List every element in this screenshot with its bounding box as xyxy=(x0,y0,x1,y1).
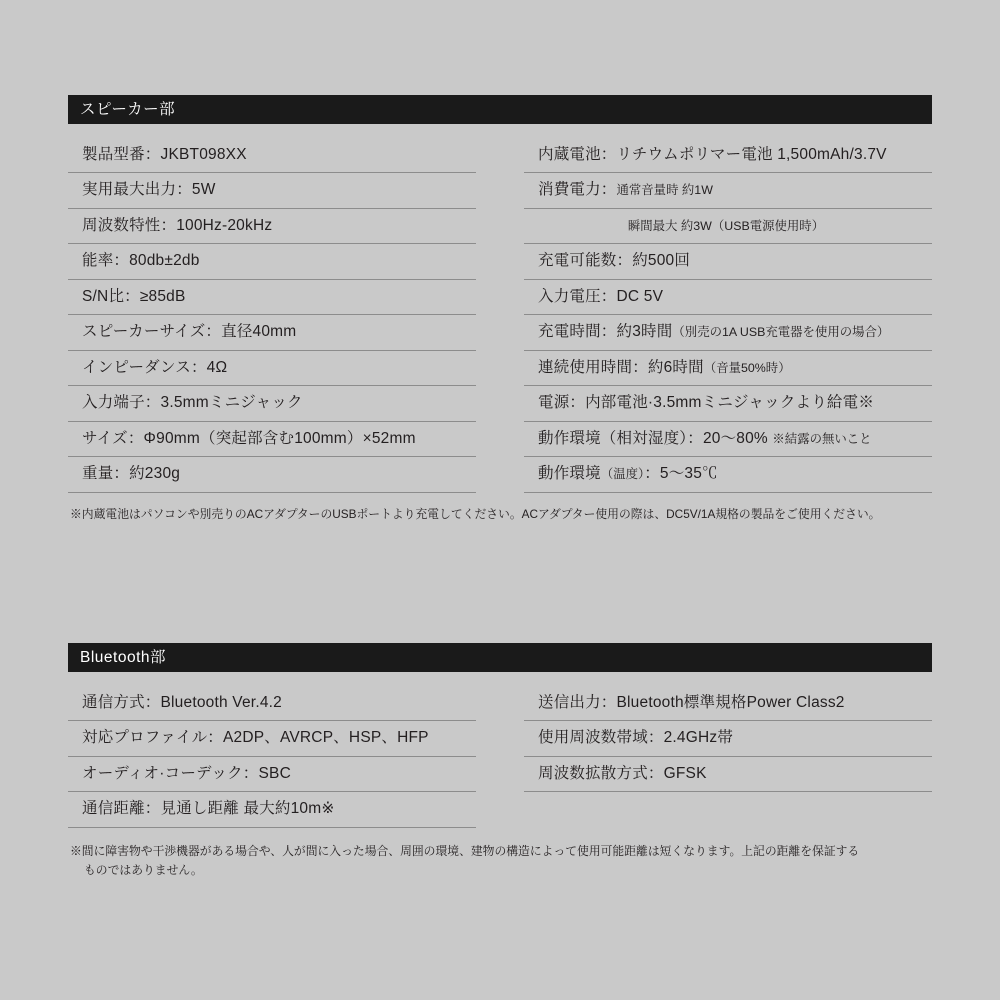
spec-row-empty xyxy=(524,792,932,826)
spec-row: オーディオ·コーデック：SBC xyxy=(68,757,476,792)
section-note-line2: ものではありません。 xyxy=(84,862,203,877)
spec-row xyxy=(524,173,932,208)
spec-columns-bluetooth xyxy=(68,686,932,828)
section-note-speaker: ※内蔵電池はパソコンや別売りのACアダプターのUSBポートより充電してください。ACアダプター使用の際は、DC5V/1A規格の製品をご使用ください。 xyxy=(70,506,881,521)
spec-row xyxy=(524,351,932,386)
spec-row: 通信方式：Bluetooth Ver.4.2 xyxy=(68,686,476,721)
spec-row: 充電可能数：約500回 xyxy=(524,244,932,279)
spec-row: 周波数拡散方式：GFSK xyxy=(524,757,932,792)
spec-row-value: ：5〜35℃ xyxy=(644,465,718,483)
spec-row: スピーカーサイズ：直径40mm xyxy=(68,315,476,350)
spec-columns-speaker xyxy=(68,138,932,493)
section-speaker xyxy=(68,95,932,524)
spec-row xyxy=(524,209,932,244)
spec-column-left-speaker xyxy=(68,138,476,493)
spec-row xyxy=(524,315,932,350)
spec-row-label: 動作環境 xyxy=(538,465,601,483)
spec-row-label: 動作環境（相対湿度）：20〜80% xyxy=(538,429,773,447)
spec-row: 周波数特性：100Hz-20kHz xyxy=(68,209,476,244)
section-header-bluetooth: Bluetooth部 xyxy=(68,643,932,672)
spec-row-note: 瞬間最大 約3W（USB電源使用時） xyxy=(627,218,825,233)
spec-row: 入力端子：3.5mmミニジャック xyxy=(68,386,476,421)
spec-row: 対応プロファイル：A2DP、AVRCP、HSP、HFP xyxy=(68,721,476,756)
spec-row: 通信距離：見通し距離 最大約10m※ xyxy=(68,792,476,827)
spec-row: 送信出力：Bluetooth標準規格Power Class2 xyxy=(524,686,932,721)
spec-row: 入力電圧：DC 5V xyxy=(524,280,932,315)
spec-row: 使用周波数帯域：2.4GHz帯 xyxy=(524,721,932,756)
spec-row-note: （温度） xyxy=(600,467,645,482)
spec-row-note: （別売の1A USB充電器を使用の場合） xyxy=(672,325,890,340)
spec-row: インピーダンス：4Ω xyxy=(68,351,476,386)
spec-row-note: 通常音量時 約1W xyxy=(616,183,713,198)
spec-column-left-bluetooth xyxy=(68,686,476,828)
spec-column-right-speaker xyxy=(524,138,932,493)
spec-row-label: 充電時間：約3時間 xyxy=(538,323,673,341)
spec-row xyxy=(524,457,932,492)
spec-row: サイズ：Φ90mm（突起部含む100mm）×52mm xyxy=(68,422,476,457)
section-note-line1: ※間に障害物や干渉機器がある場合や、人が間に入った場合、周囲の環境、建物の構造によって使用可能距離は短くなります。上記の距離を保証する xyxy=(70,843,860,858)
spec-row: 能率：80db±2db xyxy=(68,244,476,279)
spec-column-right-bluetooth xyxy=(524,686,932,828)
spec-row-label: 連続使用時間：約6時間 xyxy=(538,358,704,376)
spec-row: 製品型番：JKBT098XX xyxy=(68,138,476,173)
spec-row: 実用最大出力：5W xyxy=(68,173,476,208)
spec-row-label: 消費電力： xyxy=(538,181,617,199)
section-header-speaker: スピーカー部 xyxy=(68,95,932,124)
section-note-bluetooth xyxy=(68,842,932,880)
spec-row xyxy=(524,422,932,457)
spec-row: 重量：約230g xyxy=(68,457,476,492)
spec-row-note: ※結露の無いこと xyxy=(772,431,872,446)
spec-row: 内蔵電池：リチウムポリマー電池 1,500mAh/3.7V xyxy=(524,138,932,173)
spec-row: 電源：内部電池·3.5mmミニジャックより給電※ xyxy=(524,386,932,421)
section-bluetooth xyxy=(68,643,932,880)
spec-row-note: （音量50%時） xyxy=(703,360,791,375)
spec-row: S/N比：≥85dB xyxy=(68,280,476,315)
